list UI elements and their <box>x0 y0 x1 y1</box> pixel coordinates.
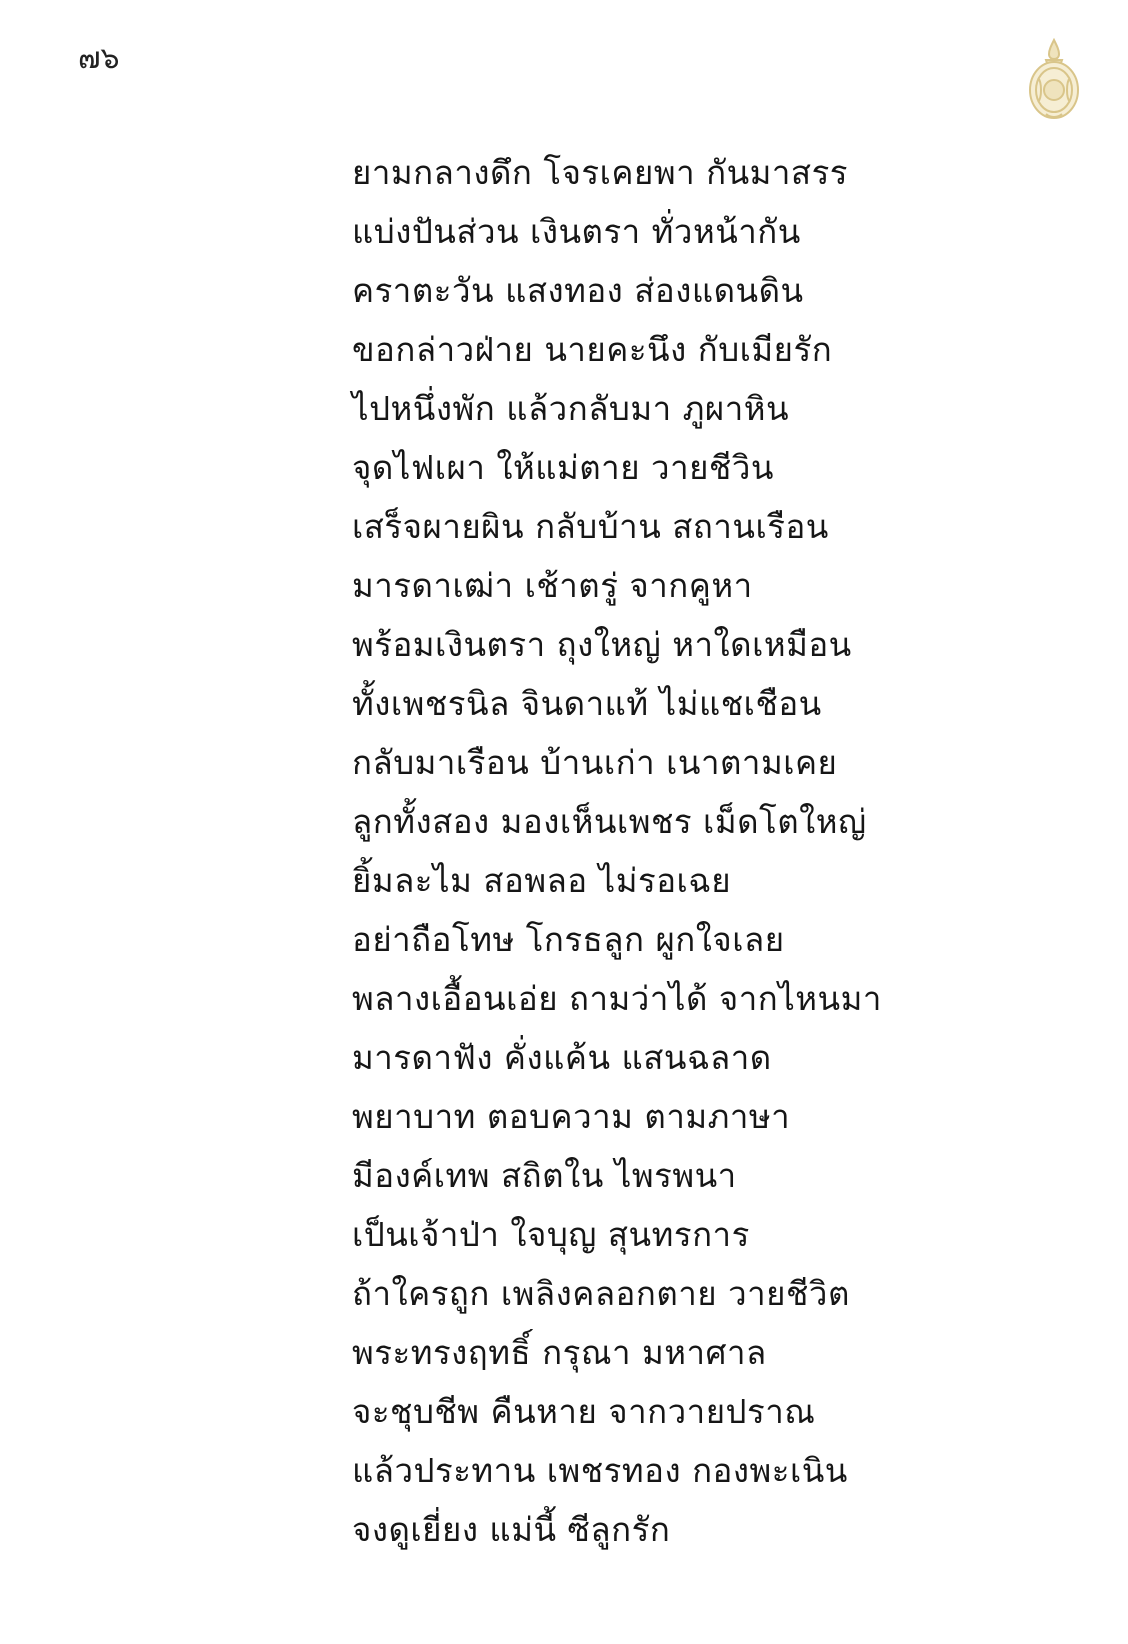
poem-verse <box>352 143 882 1559</box>
verse-line: พยาบาท ตอบความ ตามภาษา <box>352 1097 791 1136</box>
verse-line: คราตะวัน แสงทอง ส่องแดนดิน <box>352 271 804 310</box>
verse-line: กลับมาเรือน บ้านเก่า เนาตามเคย <box>352 743 838 782</box>
verse-line: จุดไฟเผา ให้แม่ตาย วายชีวิน <box>352 448 774 487</box>
verse-line: มารดาฟัง คั่งแค้น แสนฉลาด <box>352 1038 772 1077</box>
verse-line: พระทรงฤทธิ์ กรุณา มหาศาล <box>352 1333 767 1372</box>
page-number: ๗๖ <box>78 41 120 76</box>
verse-line: ลูกทั้งสอง มองเห็นเพชร เม็ดโตใหญ่ <box>352 802 867 841</box>
verse-line: ถ้าใครถูก เพลิงคลอกตาย วายชีวิต <box>352 1274 850 1313</box>
verse-line: พลางเอื้อนเอ่ย ถามว่าได้ จากไหนมา <box>352 979 882 1018</box>
verse-line: ขอกล่าวฝ่าย นายคะนึง กับเมียรัก <box>352 330 833 369</box>
verse-line: ยามกลางดึก โจรเคยพา กันมาสรร <box>352 153 849 192</box>
verse-line: จะชุบชีพ คืนหาย จากวายปราณ <box>352 1392 816 1431</box>
verse-line: พร้อมเงินตรา ถุงใหญ่ หาใดเหมือน <box>352 625 852 664</box>
verse-line: มีองค์เทพ สถิตใน ไพรพนา <box>352 1156 737 1195</box>
verse-line: แบ่งปันส่วน เงินตรา ทั่วหน้ากัน <box>352 212 801 251</box>
verse-line: มารดาเฒ่า เช้าตรู่ จากคูหา <box>352 566 753 605</box>
verse-line: ทั้งเพชรนิล จินดาแท้ ไม่แชเชือน <box>352 684 822 723</box>
verse-line: ไปหนึ่งพัก แล้วกลับมา ภูผาหิน <box>352 389 790 428</box>
verse-line: จงดูเยี่ยง แม่นี้ ซีลูกรัก <box>352 1510 671 1549</box>
verse-line: เป็นเจ้าป่า ใจบุญ สุนทรการ <box>352 1215 750 1254</box>
verse-line: เสร็จผายผิน กลับบ้าน สถานเรือน <box>352 507 829 546</box>
verse-line: แล้วประทาน เพชรทอง กองพะเนิน <box>352 1451 848 1490</box>
verse-line: ยิ้มละไม สอพลอ ไม่รอเฉย <box>352 861 732 900</box>
royal-seal-emblem-icon <box>1024 38 1084 122</box>
verse-line: อย่าถือโทษ โกรธลูก ผูกใจเลย <box>352 920 785 959</box>
